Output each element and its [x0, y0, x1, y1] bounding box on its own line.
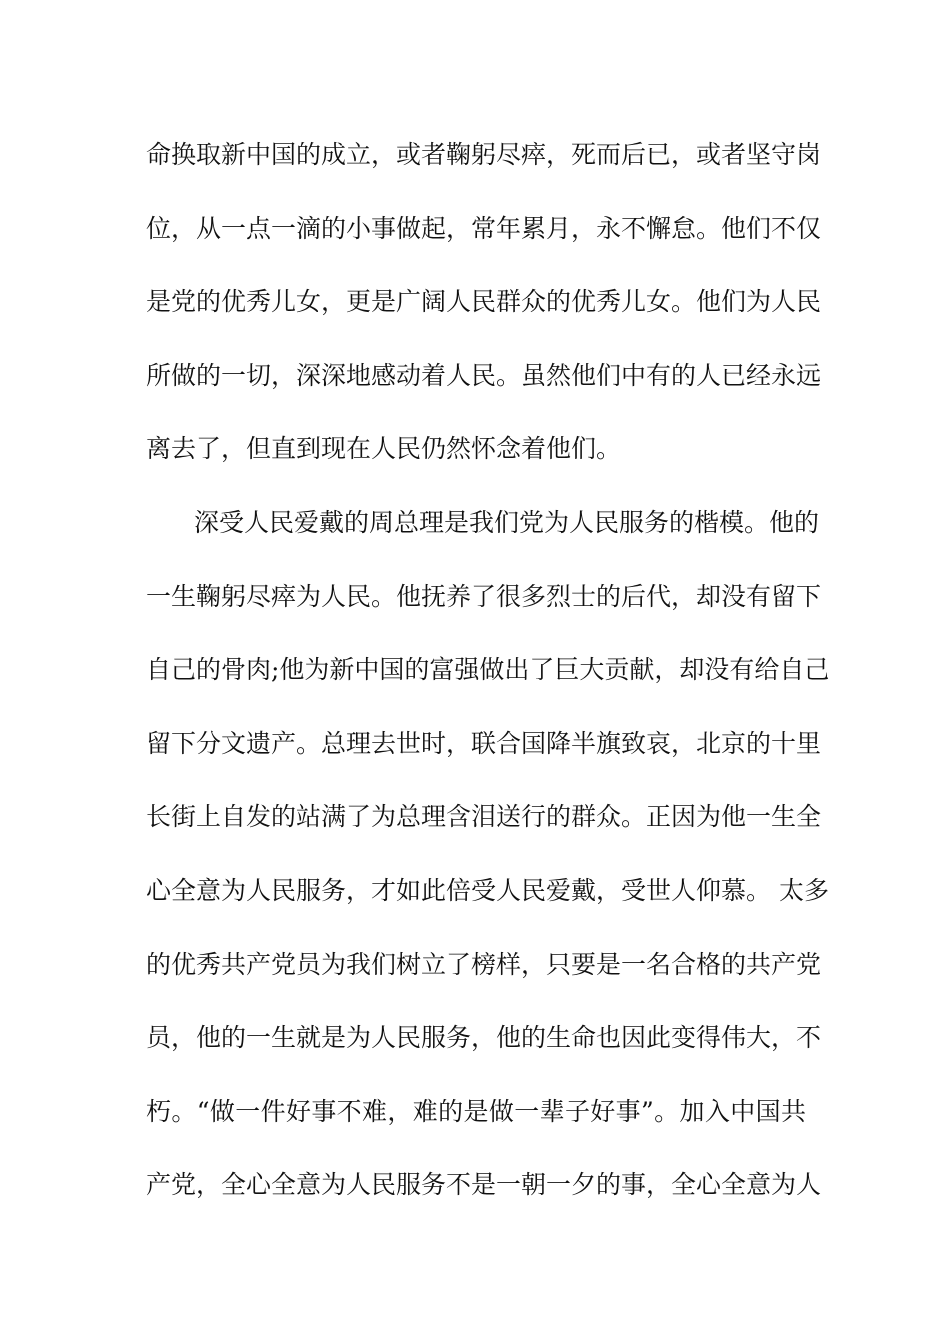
text-line: 深受人民爱戴的周总理是我们党为人民服务的楷模。他的 — [194, 508, 820, 537]
text-line: 离去了，但直到现在人民仍然怀念着他们。 — [146, 434, 622, 463]
text-line: 自己的骨肉;他为新中国的富强做出了巨大贡献，却没有给自己 — [146, 655, 830, 684]
text-line: 一生鞠躬尽瘁为人民。他抚养了很多烈士的后代，却没有留下 — [146, 582, 822, 611]
text-line: 心全意为人民服务，才如此倍受人民爱戴，受世人仰慕。 太多 — [146, 876, 829, 905]
text-line: 朽。“做一件好事不难，难的是做一辈子好事”。加入中国共 — [146, 1097, 806, 1126]
text-line: 是党的优秀儿女，更是广阔人民群众的优秀儿女。他们为人民 — [146, 287, 822, 316]
text-line: 位，从一点一滴的小事做起，常年累月，永不懈怠。他们不仅 — [146, 214, 822, 243]
text-line: 所做的一切，深深地感动着人民。虽然他们中有的人已经永远 — [146, 361, 822, 390]
text-line: 命换取新中国的成立，或者鞠躬尽瘁，死而后已，或者坚守岗 — [146, 140, 822, 169]
text-line: 员，他的一生就是为人民服务，他的生命也因此变得伟大，不 — [146, 1023, 822, 1052]
text-line: 产党，全心全意为人民服务不是一朝一夕的事，全心全意为人 — [146, 1170, 822, 1199]
text-line: 长街上自发的站满了为总理含泪送行的群众。正因为他一生全 — [146, 802, 822, 831]
text-line: 留下分文遗产。总理去世时，联合国降半旗致哀，北京的十里 — [146, 729, 822, 758]
text-line: 的优秀共产党员为我们树立了榜样，只要是一名合格的共产党 — [146, 950, 822, 979]
